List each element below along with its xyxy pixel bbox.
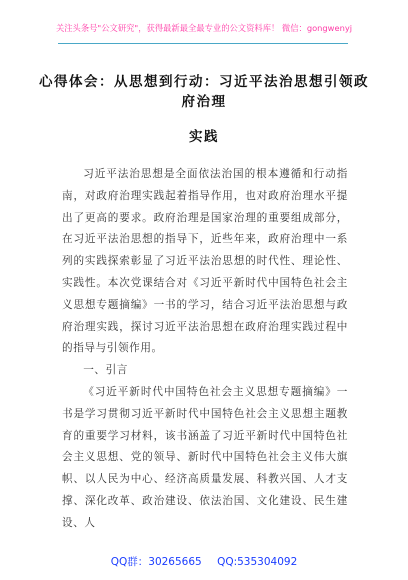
- header-divider: [58, 43, 348, 44]
- header-banner: 关注头条号"公文研究"，获得最新最全最专业的公文资料库！ 微信：gongwenyj: [55, 23, 353, 33]
- footer-qq: QQ:535304092: [217, 556, 298, 568]
- footer-contact: [0, 554, 408, 569]
- footer-qq-group: QQ群：30265665: [110, 556, 202, 568]
- section-heading: 一、引言: [83, 364, 128, 377]
- document-body: [62, 164, 348, 535]
- paragraph-section-one: 《习近平新时代中国特色社会主义思想专题摘编》一书是学习贯彻习近平新时代中国特色社会主义思想主题教育的重要学习材料，该书涵盖了习近平新时代中国特色社会主义思想、党的领导、新时代中国特色社会主义伟大旗帜、以人民为中心、经济高质量发展、科教兴国、人才支撑、深化改革、政治建设、依法治国、文化建设、民生建设、人: [62, 385, 348, 529]
- paragraph-intro: 习近平法治思想是全面依法治国的根本遵循和行动指南，对政府治理实践起着指导作用，也对政府治理水平提出了更高的要求。政府治理是国家治理的重要组成部分，在习近平法治思想的指导下，近些年来，政府治理中一系列的实践探索彰显了习近平法治思想的时代性、理论性、实践性。本次党课结合对《习近平新时代中国特色社会主义思想专题摘编》一书的学习，结合习近平法治思想与政府治理实践，探讨习近平法治思想在政府治理实践过程中的指导与引领作用。: [62, 168, 348, 355]
- document-title-line1: 心得体会：从思想到行动：习近平法治思想引领政府治理: [39, 74, 369, 110]
- document-title-line2: 实践: [189, 129, 219, 145]
